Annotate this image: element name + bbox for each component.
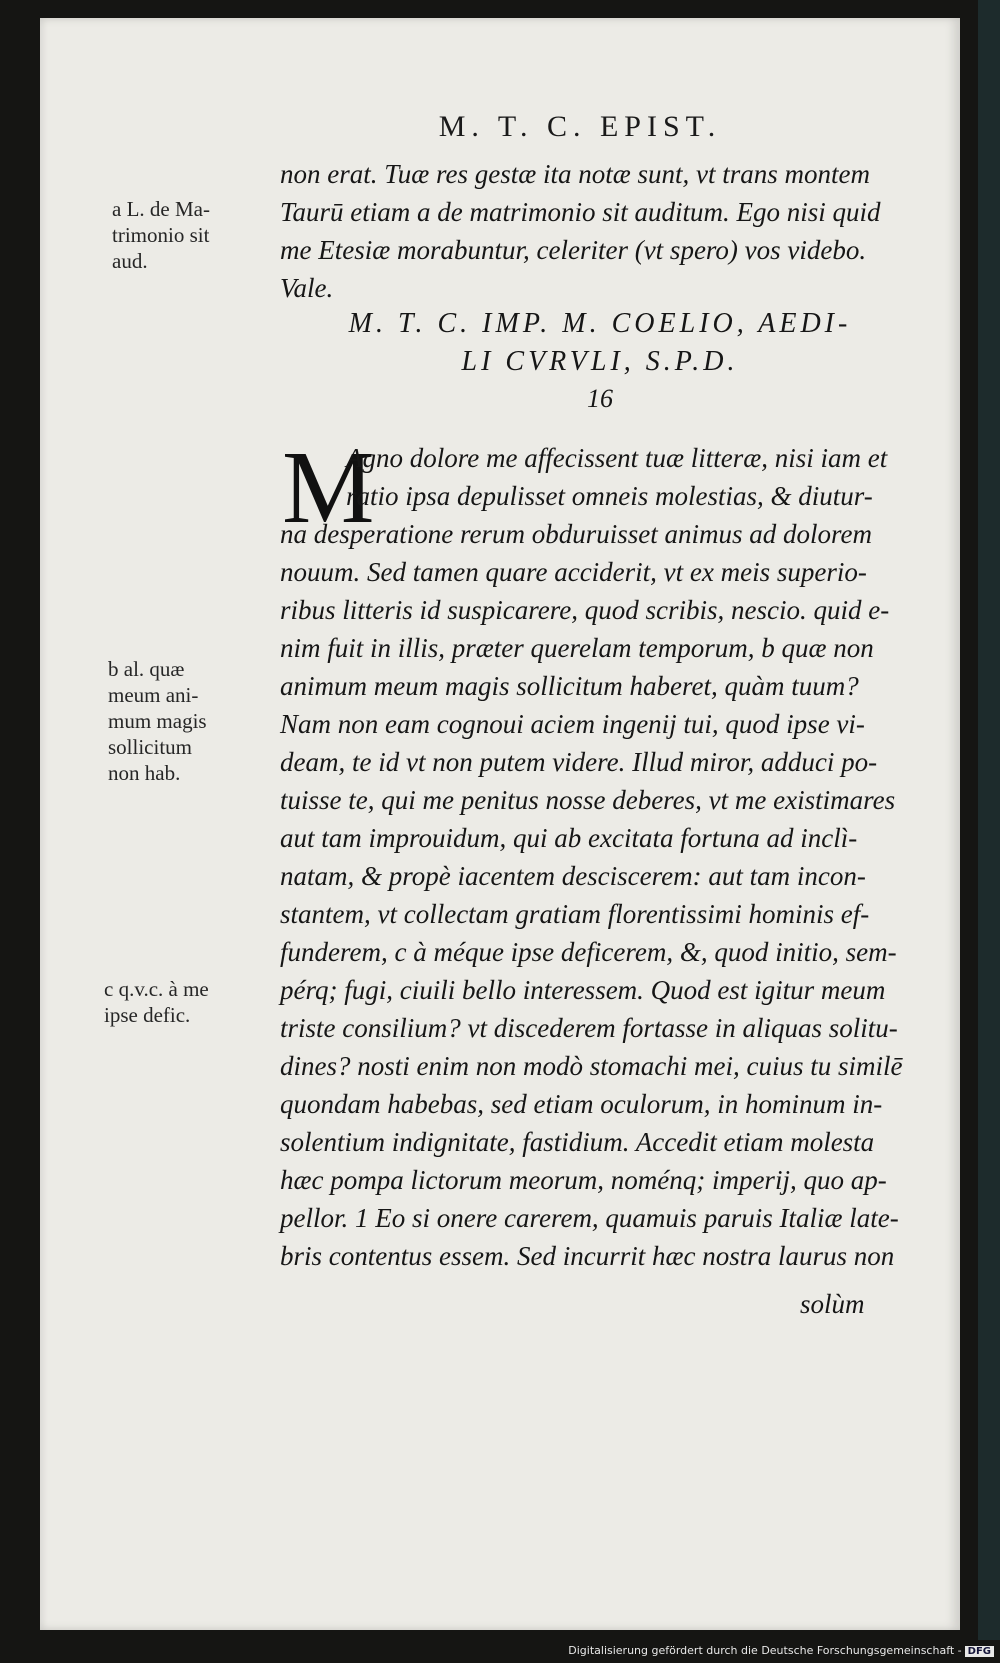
marginal-line: ipse defic.: [104, 1003, 191, 1027]
text-line: natam, & propè iacentem desciscerem: aut tam incon-: [280, 861, 866, 891]
text-line: bris contentus essem. Sed incurrit hæc nostra laurus non: [280, 1241, 895, 1271]
text-line: na desperatione rerum obduruisset animus ad dolorem: [280, 519, 872, 549]
text-line: funderem, c à méque ipse deficerem, &, quod initio, sem-: [280, 937, 897, 967]
text-line: quondam habebas, sed etiam oculorum, in hominum in-: [280, 1089, 883, 1119]
text-line: aut tam improuidum, qui ab excitata fortuna ad inclì-: [280, 823, 858, 853]
text-line: solentium indignitate, fastidium. Accedit etiam molesta: [280, 1127, 875, 1157]
text-line: Agno dolore me affecissent tuæ litteræ, nisi iam et: [346, 443, 888, 473]
text-line: stantem, vt collectam gratiam florentissimi hominis ef-: [280, 899, 870, 929]
digitization-credit: [568, 1644, 994, 1657]
marginal-line: trimonio sit: [112, 223, 210, 247]
running-head: M. T. C. EPIST.: [438, 110, 722, 143]
text-line: Nam non eam cognoui aciem ingenij tui, quod ipse vi-: [280, 709, 865, 739]
text-line: Taurū etiam a de matrimonio sit auditum. Ego nisi quid: [280, 197, 881, 227]
text-line: Vale.: [280, 273, 334, 303]
marginal-line: c q.v.c. à me: [104, 977, 209, 1001]
text-line: tuisse te, qui me penitus nosse deberes, vt me existimares: [280, 785, 896, 815]
text-line: pérq; fugi, ciuili bello interessem. Quod est igitur meum: [280, 975, 886, 1005]
letter-heading-line-1: M. T. C. IMP. M. COELIO, AEDI-: [348, 308, 852, 339]
marginal-note-c: [104, 976, 264, 1028]
text-line: pellor. 1 Eo si onere carerem, quamuis paruis Italiæ late-: [280, 1203, 899, 1233]
marginal-line: b al. quæ: [108, 657, 185, 681]
text-line: ribus litteris id suspicarere, quod scribis, nescio. quid e-: [280, 595, 890, 625]
text-line: non erat. Tuæ res gestæ ita notæ sunt, vt trans montem: [280, 159, 871, 189]
marginal-line: meum ani-: [108, 683, 199, 707]
book-cover-edge: [978, 0, 1000, 1640]
text-line: ratio ipsa depulisset omneis molestias, & diutur-: [346, 481, 873, 511]
text-line: animum meum magis sollicitum haberet, quàm tuum?: [280, 671, 859, 701]
marginal-line: mum magis: [108, 709, 207, 733]
book-page: [40, 18, 960, 1630]
text-line: triste consilium? vt discederem fortasse in aliquas solitu-: [280, 1013, 898, 1043]
credit-text: Digitalisierung gefördert durch die Deutsche Forschungsgemeinschaft -: [568, 1644, 962, 1657]
text-line: nim fuit in illis, præter querelam temporum, b quæ non: [280, 633, 874, 663]
marginal-note-b: [108, 656, 268, 786]
drop-cap: M: [282, 430, 375, 545]
text-line: hæc pompa lictorum meorum, noménq; imperij, quo ap-: [280, 1165, 887, 1195]
text-line: deam, te id vt non putem videre. Illud miror, adduci po-: [280, 747, 878, 777]
text-line: nouum. Sed tamen quare acciderit, vt ex meis superio-: [280, 557, 867, 587]
marginal-line: aud.: [112, 249, 148, 273]
letter-number: 16: [587, 384, 613, 413]
dfg-logo: DFG: [965, 1646, 994, 1657]
catchword: solùm: [800, 1289, 865, 1319]
letter-heading-line-2: LI CVRVLI, S.P.D.: [461, 346, 739, 377]
marginal-line: non hab.: [108, 761, 181, 785]
text-line: me Etesiæ morabuntur, celeriter (vt spero) vos videbo.: [280, 235, 867, 265]
marginal-line: a L. de Ma-: [112, 197, 210, 221]
marginal-note-a: [112, 196, 272, 274]
marginal-line: sollicitum: [108, 735, 192, 759]
text-line: dines? nosti enim non modò stomachi mei, cuius tu similē: [280, 1051, 903, 1081]
